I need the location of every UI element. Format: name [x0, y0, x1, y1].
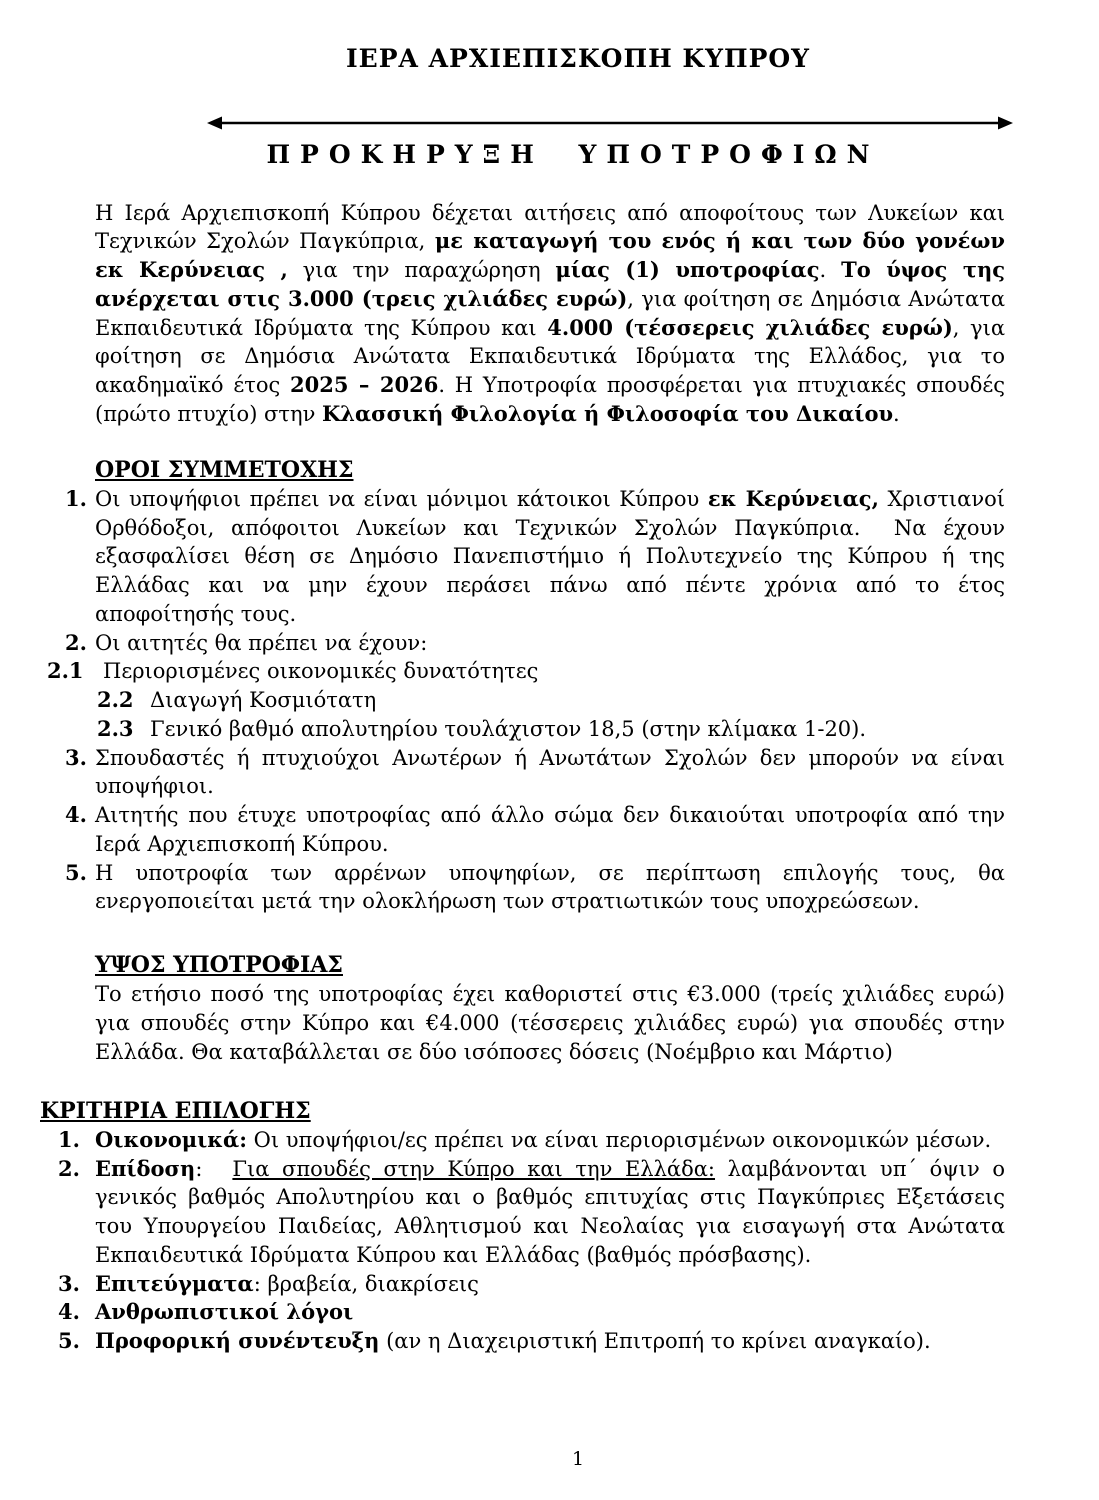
- double-arrow-icon: [207, 115, 1013, 131]
- item-label: Προφορική συνέντευξη: [95, 1328, 380, 1354]
- item-text: Οι υποψήφιοι/ες πρέπει να είναι περιορισμένων οικονομικών μέσων.: [246, 1127, 992, 1152]
- item-text-bold: εκ Κερύνειας,: [707, 485, 879, 511]
- terms-section: [47, 455, 1005, 917]
- criteria-heading: ΚΡΙΤΗΡΙΑ ΕΠΙΛΟΓΗΣ: [40, 1097, 311, 1124]
- criteria-item-2: [58, 1155, 1005, 1270]
- criteria-item-3: [58, 1270, 1005, 1299]
- item-label: Ανθρωπιστικοί λόγοι: [95, 1299, 354, 1325]
- item-text: Χριστιανοί Ορθόδοξοι, απόφοιτοι Λυκείων και Τεχνικών Σχολών Παγκύπρια. Να έχουν εξασφαλίσει θέση σε Δημόσιο Πανεπιστήμιο ή Πολυτεχνείο της Κύπρου ή της Ελλάδας και να μην έχουν περάσει πάνω από πέντε χρόνια από το έτος αποφοίτησής τους.: [95, 486, 1005, 626]
- criteria-item-4: [58, 1298, 1005, 1327]
- terms-item-3: [65, 744, 1005, 802]
- terms-item-2-1: [47, 657, 1005, 686]
- item-number: 2.2: [97, 687, 134, 713]
- item-number: 2.1: [47, 658, 84, 684]
- item-text: Περιορισμένες οικονομικές δυνατότητες: [103, 659, 539, 684]
- intro-text: .: [893, 401, 900, 426]
- intro-text-bold: μίας (1) υποτροφίας: [555, 257, 820, 283]
- page-subtitle: ΠΡΟΚΗΡΥΞΗ ΥΠΟΤΡΟΦΙΩΝ: [266, 140, 880, 170]
- item-number: 3.: [58, 1270, 80, 1296]
- page-number: 1: [571, 1448, 585, 1470]
- intro-text-bold: 4.000 (τέσσερεις χιλιάδες ευρώ): [547, 314, 953, 340]
- item-label: Επιτεύγματα: [95, 1270, 254, 1296]
- item-text: Διαγωγή Κοσμιότατη: [150, 688, 377, 713]
- item-number: 4.: [58, 1299, 80, 1325]
- item-text-underlined: Για σπουδές στην Κύπρο και την Ελλάδα:: [232, 1156, 716, 1181]
- criteria-item-1: [58, 1126, 1005, 1155]
- criteria-section: [40, 1096, 1005, 1356]
- amount-heading: ΥΨΟΣ ΥΠΟΤΡΟΦΙΑΣ: [95, 952, 343, 979]
- criteria-item-5: [58, 1327, 1005, 1356]
- item-label: Οικονομικά:: [95, 1126, 247, 1152]
- intro-text-bold: Το ύψος της ανέρχεται στις 3.000 (τρεις χιλιάδες ευρώ): [95, 257, 1006, 311]
- item-number: 5.: [58, 1328, 80, 1354]
- item-text: Οι αιτητές θα πρέπει να έχουν:: [95, 630, 428, 655]
- terms-item-2-3: [95, 715, 1005, 744]
- terms-item-5: [65, 859, 1005, 917]
- intro-text: . Η Υποτροφία προσφέρεται για πτυχιακές σπουδές (πρώτο πτυχίο) στην: [95, 373, 1005, 426]
- item-number: 1.: [65, 485, 87, 511]
- page-title: ΙΕΡΑ ΑΡΧΙΕΠΙΣΚΟΠΗ ΚΥΠΡΟΥ: [345, 44, 810, 73]
- item-number: 4.: [65, 802, 87, 828]
- intro-text: .: [819, 258, 842, 283]
- item-text: : βραβεία, διακρίσεις: [253, 1271, 479, 1296]
- item-text: Αιτητής που έτυχε υποτροφίας από άλλο σώμα δεν δικαιούται υποτροφία από την Ιερά Αρχιεπισκοπή Κύπρου.: [95, 803, 1005, 856]
- double-arrow-divider: [207, 110, 1005, 126]
- terms-heading: ΟΡΟΙ ΣΥΜΜΕΤΟΧΗΣ: [95, 456, 354, 483]
- intro-text-bold: Κλασσική Φιλολογία ή Φιλοσοφία του Δικαίου: [322, 400, 894, 426]
- item-number: 1.: [58, 1126, 80, 1152]
- intro-text-bold: με καταγωγή του ενός ή και των δύο γονέων εκ Κερύνειας ,: [95, 228, 1005, 283]
- intro-text: , για φοίτηση σε Δημόσια Ανώτατα Εκπαιδευτικά Ιδρύματα της Ελλάδος, για το ακαδημαϊκό έτος: [95, 315, 1005, 398]
- intro-text-bold: 2025 – 2026: [290, 372, 439, 398]
- item-text: λαμβάνονται υπ΄ όψιν ο γενικός βαθμός Απολυτηρίου και ο βαθμός επιτυχίας στις Παγκύπριες Εξετάσεις του Υπουργείου Παιδείας, Αθλητισμού και Νεολαίας για εισαγωγή στα Ανώτατα Εκπαιδευτικά Ιδρύματα Κύπρου και Ελλάδας (βαθμός πρόσβασης).: [95, 1156, 1005, 1267]
- item-number: 2.3: [97, 715, 134, 741]
- intro-text: , για φοίτηση σε Δημόσια Ανώτατα Εκπαιδευτικά Ιδρύματα της Κύπρου και: [95, 286, 1005, 340]
- item-text: Σπουδαστές ή πτυχιούχοι Ανωτέρων ή Ανωτάτων Σχολών δεν μπορούν να είναι υποψήφιοι.: [95, 745, 1005, 799]
- intro-text: Η Ιερά Αρχιεπισκοπή Κύπρου δέχεται αιτήσεις από αποφοίτους των Λυκείων και Τεχνικών Σχολών Παγκύπρια,: [95, 200, 1005, 254]
- intro-paragraph: [95, 199, 1005, 429]
- amount-paragraph: Το ετήσιο ποσό της υποτροφίας έχει καθοριστεί στις €3.000 (τρείς χιλιάδες ευρώ) για σπουδές στην Κύπρο και €4.000 (τέσσερεις χιλιάδες ευρώ) για σπουδές στην Ελλάδα. Θα καταβάλλεται σε δύο ισόποσες δόσεις (Νοέμβριο και Μάρτιο): [95, 982, 1005, 1064]
- terms-item-1: [65, 485, 1005, 629]
- item-label: Επίδοση: [95, 1155, 196, 1181]
- terms-item-4: [65, 801, 1005, 859]
- amount-section: [95, 950, 1005, 1066]
- item-number: 3.: [65, 744, 87, 770]
- terms-item-2: [65, 629, 1005, 658]
- item-colon: :: [195, 1156, 203, 1181]
- item-number: 2.: [58, 1155, 80, 1181]
- item-number: 5.: [65, 859, 87, 885]
- item-text: Οι υποψήφιοι πρέπει να είναι μόνιμοι κάτοικοι Κύπρου: [95, 486, 708, 511]
- intro-text: για την παραχώρηση: [287, 258, 556, 283]
- item-number: 2.: [65, 629, 87, 655]
- terms-item-2-2: [95, 686, 1005, 715]
- item-text: Η υποτροφία των αρρένων υποψηφίων, σε περίπτωση επιλογής τους, θα ενεργοποιείται μετά την ολοκλήρωση των στρατιωτικών τους υποχρεώσεων.: [95, 860, 1005, 914]
- item-text: (αν η Διαχειριστική Επιτροπή το κρίνει αναγκαίο).: [379, 1329, 931, 1354]
- item-text: Γενικό βαθμό απολυτηρίου τουλάχιστον 18,5 (στην κλίμακα 1-20).: [150, 716, 867, 741]
